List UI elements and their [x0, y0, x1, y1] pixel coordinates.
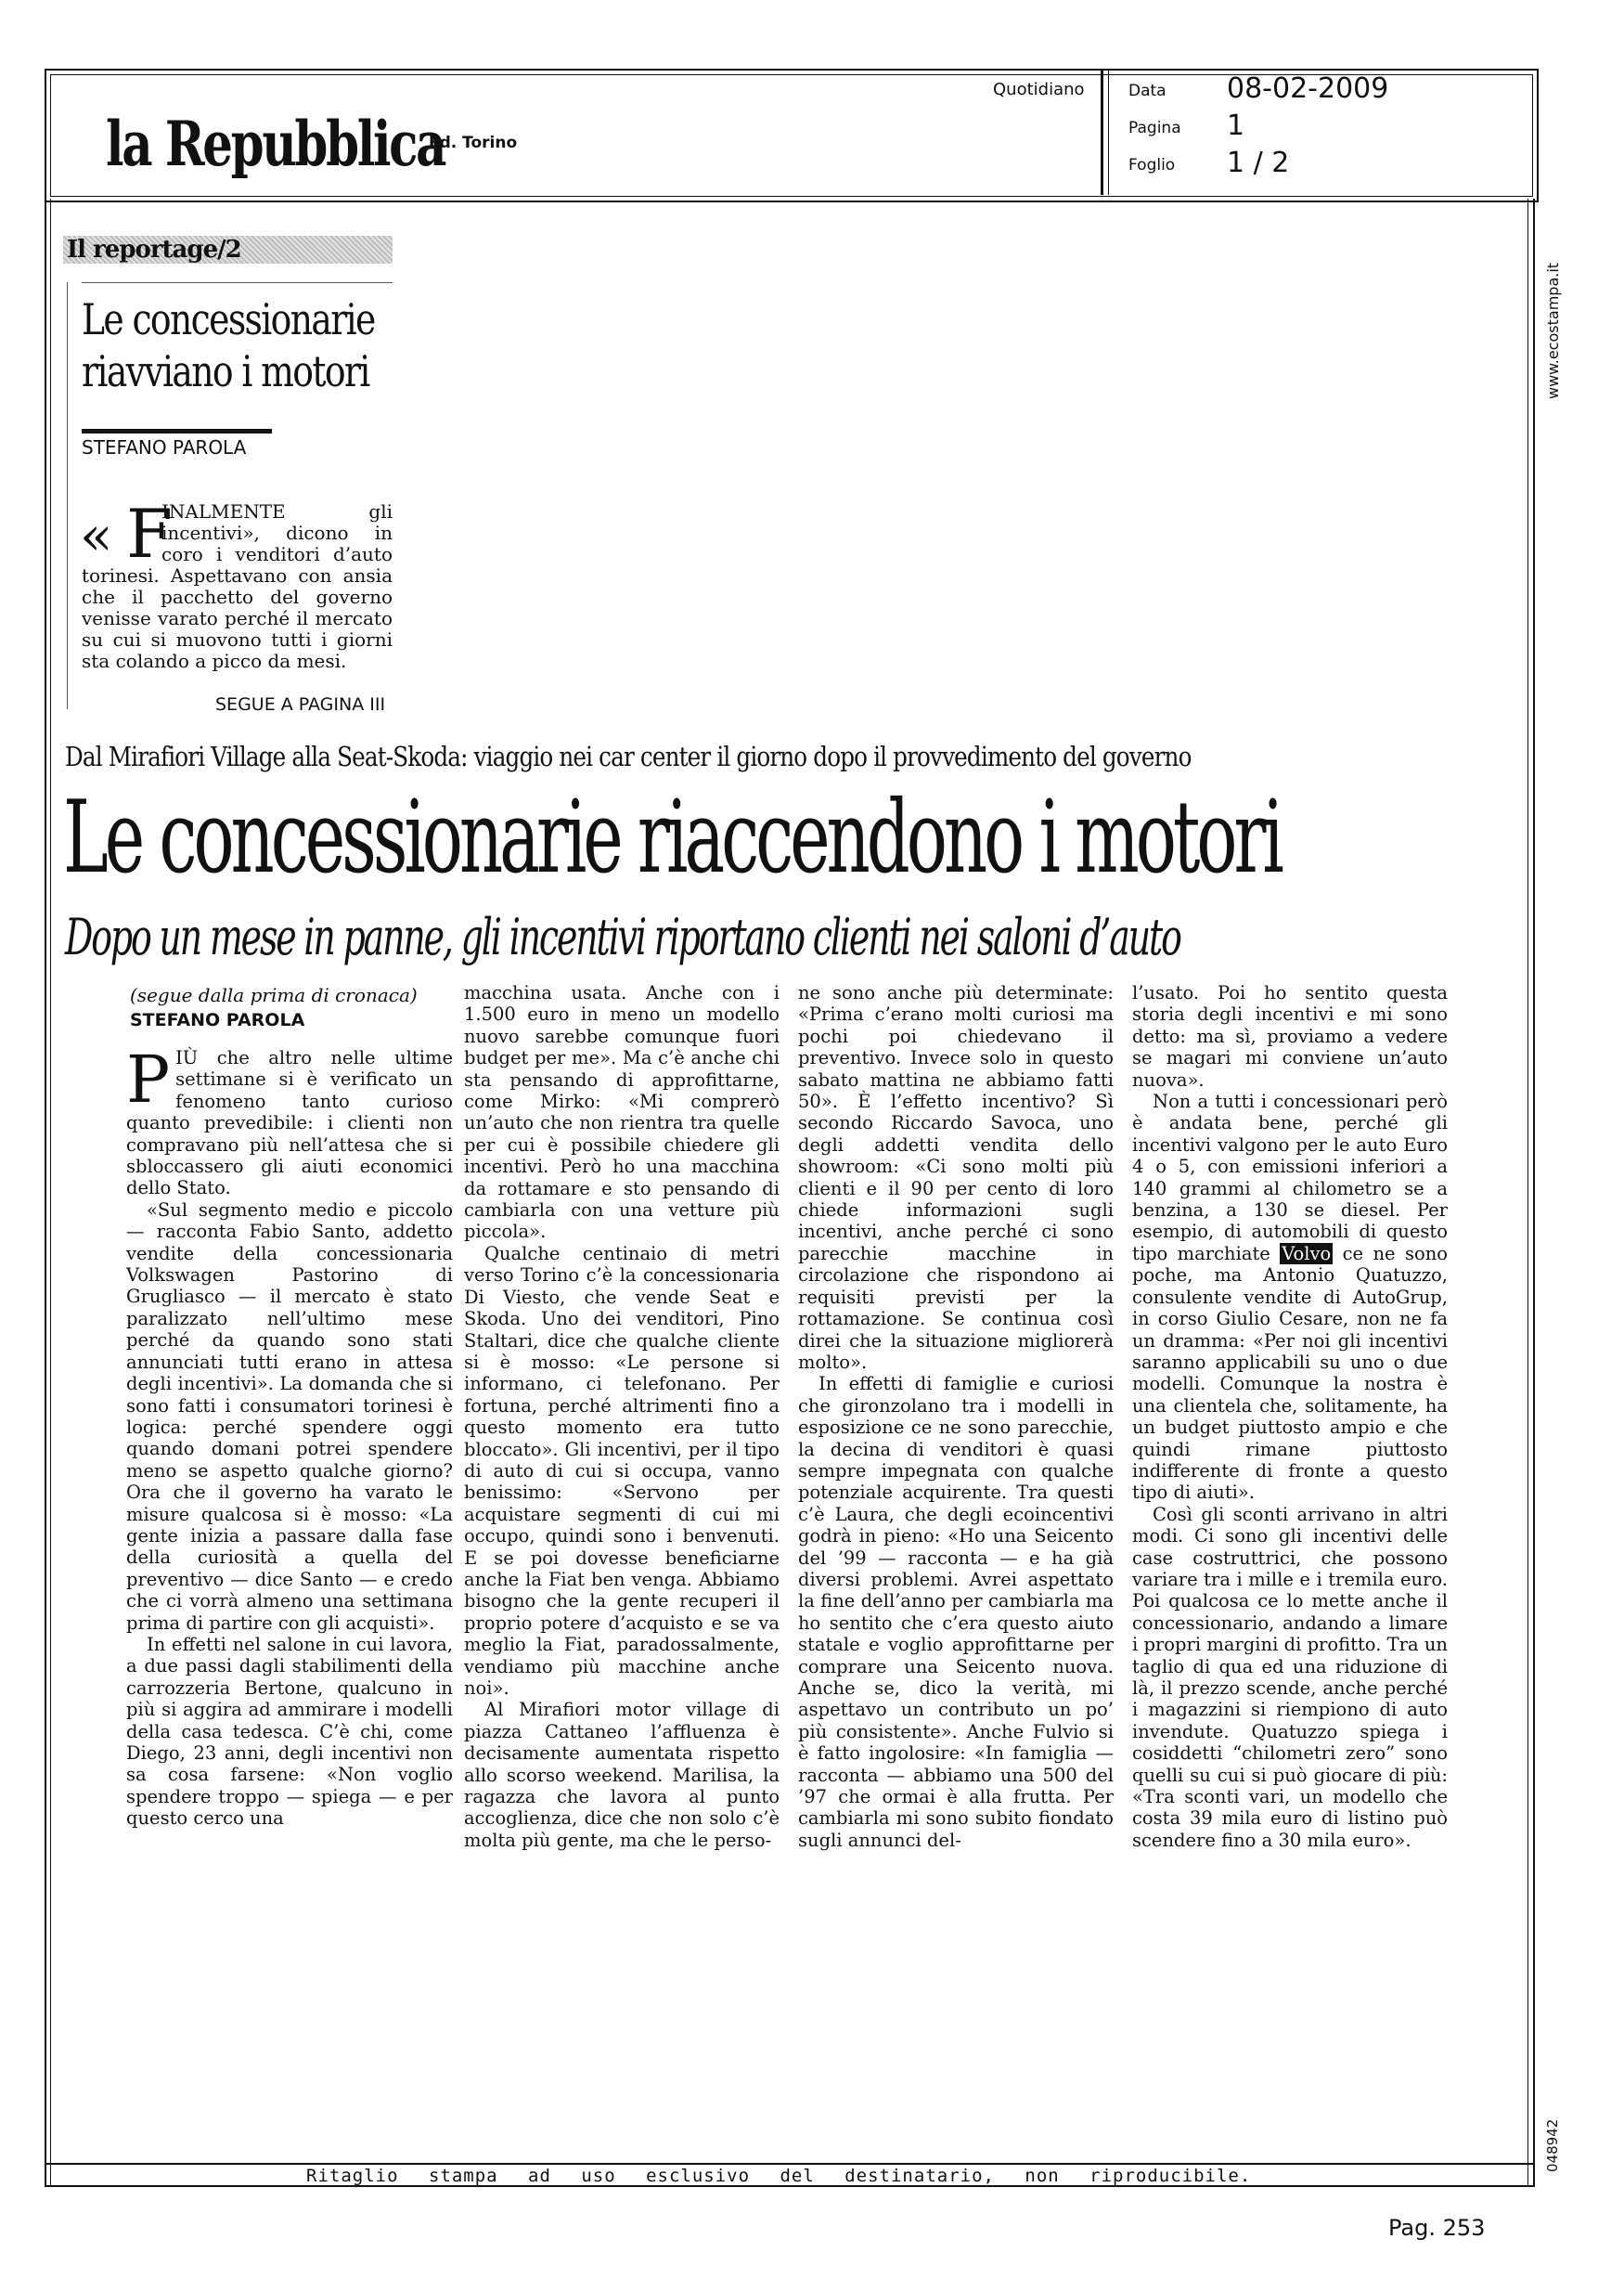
meta-separator — [1101, 71, 1103, 195]
footer-rule — [45, 2163, 1535, 2165]
masthead-logo: la Repubblica — [106, 108, 445, 180]
paragraph: l’usato. Poi ho sentito questa storia degli incentivi e mi sono detto: ma sì, proviamo a vedere se magari mi conviene un’auto nuova». — [1132, 982, 1448, 1091]
side-code-text: 048942 — [1544, 2118, 1561, 2172]
data-value: 08-02-2009 — [1227, 72, 1389, 105]
article-column-1 — [126, 1042, 453, 1830]
reportage-body-text: INALMENTE gli incentivi», dicono in coro i venditori d’auto torinesi. Aspettavano con ansia che il pacchetto del governo venisse varato perché il mercato su cui si muovono tutti i giorni sta colando a picco da mesi. — [82, 500, 393, 672]
paragraph: In effetti nel salone in cui lavora, a due passi dagli stabilimenti della carrozzeria Bertone, qualcuno in più si aggira ad ammirare i modelli della casa tedesca. C’è chi, come Diego, 23 anni, degli incentivi non sa cosa farsene: «Non voglio spendere troppo — spiega — e per questo cerco una — [126, 1633, 453, 1830]
footer-note: Ritaglio stampa ad uso esclusivo del destinatario, non riproducibile. — [306, 2166, 1252, 2186]
frame-line — [1527, 199, 1528, 2185]
reportage-rule-vertical — [67, 282, 68, 709]
article-kicker: Dal Mirafiori Village alla Seat-Skoda: viaggio nei car center il giorno dopo il provvedimento del governo — [65, 741, 1192, 772]
frame-line — [50, 199, 51, 2185]
foglio-label: Foglio — [1128, 156, 1176, 175]
paragraph — [126, 1042, 453, 1199]
reportage-tag — [63, 236, 393, 264]
paragraph-text: Non a tutti i concessionari però è andata bene, perché gli incentivi valgono per le auto Euro 4 o 5, con emissioni inferiori a 140 grammi al chilometro se a benzina, a 130 se diesel. Per esempio, di automobili di questo tipo marchiate — [1132, 1091, 1448, 1264]
article-column-3 — [798, 982, 1114, 1851]
foglio-value: 1 / 2 — [1227, 147, 1290, 179]
reportage-quote-mark: « — [80, 504, 113, 567]
pagina-value: 1 — [1227, 110, 1245, 142]
paragraph: In effetti di famiglie e curiosi che gironzolano tra i modelli in esposizione ce ne sono parecchie, la decina di venditori è quasi sempre impegnata con qualche potenziale acquirente. Tra questi c’è Laura, che degli ecoincentivi godrà in pieno: «Ho una Seicento del ’99 — racconta — e ha già diversi problemi. Avrei aspettato la fine dell’anno per cambiarla ma ho sentito che c’era questo aiuto statale e voglio approfittarne per comprare una Seicento nuova. Anche se, dico la verità, mi aspettavo un contributo un po’ più consistente». Anche Fulvio si è fatto ingolosire: «In famiglia — racconta — abbiamo una 500 del ’97 che ormai è alla frutta. Per cambiarla mi sono subito fiondato sugli annunci del- — [798, 1373, 1114, 1851]
paragraph-text: ce ne sono poche, ma Antonio Quatuzzo, consulente vendite di AutoGrup, in corso Giulio Cesare, non ne fa un dramma: «Per noi gli incentivi saranno applicabili su uno o due modelli. Comunque la nostra è una clientela che, solitamente, ha un budget piuttosto ampio e che quindi rimane piuttosto indifferente di fronte a questo tipo di aiuti». — [1132, 1242, 1448, 1504]
reportage-body — [80, 495, 393, 672]
publication-type: Quotidiano — [993, 80, 1085, 99]
article-dropcap: P — [126, 1042, 171, 1118]
paragraph — [1132, 1091, 1448, 1504]
pagina-label: Pagina — [1128, 119, 1181, 137]
data-label: Data — [1128, 82, 1166, 100]
reportage-author-bar — [82, 429, 272, 434]
meta-separator — [1108, 71, 1109, 195]
article-column-2 — [464, 982, 780, 1851]
edition-label: Ed. Torino — [429, 134, 518, 152]
reportage-title — [82, 293, 401, 397]
paragraph: Al Mirafiori motor village di piazza Cattaneo l’affluenza è decisamente aumentata rispetto allo scorso weekend. Marilisa, la ragazza che lavora al punto accoglienza, dice che non solo c’è molta più gente, ma che le perso- — [464, 1699, 780, 1851]
reportage-rule — [82, 282, 393, 283]
reportage-author: STEFANO PAROLA — [82, 436, 247, 459]
paragraph: «Sul segmento medio e piccolo — racconta Fabio Santo, addetto vendite della concessionaria Volkswagen Pastorino di Grugliasco — il mercato è stato paralizzato nell’ultimo mese perché da quando sono stati annunciati tutti erano in attesa degli incentivi». La domanda che si sono fatti i consumatori torinesi è logica: perché spendere oggi quando domani potrei spendere meno se aspetto qualche giorno? Ora che il governo ha varato le misure qualcosa si è mosso: «La gente inizia a passare dalla fase della curiosità a quella del preventivo — dice Santo — e credo che ci vorrà almeno una settimana prima di partire con gli acquisti». — [126, 1198, 453, 1634]
article-headline: Le concessionarie riaccendono i motori — [63, 780, 1281, 896]
reportage-title-line: riavviano i motori — [82, 346, 369, 396]
reportage-dropcap: F — [126, 495, 173, 573]
side-url-text: www.ecostampa.it — [1544, 262, 1562, 399]
paragraph: Così gli sconti arrivano in altri modi. Ci sono gli incentivi delle case costruttrici, che possono variare tra i mille e i tremila euro. Poi qualcosa ce lo mette anche il concessionario, andando a limare i propri margini di profitto. Tra un taglio di qua ed una riduzione di là, il prezzo scende, anche perché i magazzini si riempiono di auto invendute. Quatuzzo spiega i cosiddetti “chilometri zero” sono quelli su cui si può giocare di più: «Tra sconti vari, un modello che costa 39 mila euro di listino può scendere fino a 30 mila euro». — [1132, 1503, 1448, 1851]
paragraph: ne sono anche più determinate: «Prima c’erano molti curiosi ma pochi poi chiedevano il preventivo. Invece solo in questo sabato mattina ne abbiamo fatti 50». È l’effetto incentivo? Sì secondo Riccardo Savoca, uno degli addetti vendita dello showroom: «Ci sono molti più clienti e il 90 per cento di loro chiede informazioni sugli incentivi, anche perché ci sono parecchie macchine in circolazione che rispondono ai requisiti previsti per la rottamazione. Se continua così direi che la situazione migliorerà molto». — [798, 982, 1114, 1373]
paragraph: macchina usata. Anche con i 1.500 euro in meno un modello nuovo sarebbe comunque fuori budget per me». Ma c’è anche chi sta pensando di approfittarne, come Mirko: «Mi comprerò un’auto che non rientra tra quelle per cui è possibile chiedere gli incentivi. Però ho una macchina da rottamare e sto pensando di cambiarla con una vetture più piccola». — [464, 982, 780, 1243]
paragraph: Qualche centinaio di metri verso Torino c’è la concessionaria Di Viesto, che vende Seat e Skoda. Uno dei venditori, Pino Staltari, dice che qualche cliente si è mosso: «Le persone si informano, ci telefonano. Per fortuna, perché altrimenti fino a questo momento era tutto bloccato». Gli incentivi, per il tipo di auto di cui si occupa, vanno benissimo: «Servono per acquistare segmenti di cui mi occupo, quindi sono i benvenuti. E se poi dovesse beneficiarne anche la Fiat ben venga. Abbiamo bisogno che la gente recuperi il proprio potere d’acquisto e se va meglio la Fiat, paradossalmente, vendiamo più macchine anche noi». — [464, 1242, 780, 1699]
article-subhead: Dopo un mese in panne, gli incentivi riportano clienti nei saloni d’auto — [65, 908, 1180, 966]
article-column-4 — [1132, 982, 1448, 1851]
header-frame — [45, 69, 1539, 202]
frame-line — [1533, 199, 1535, 2185]
article-continued-from: (segue dalla prima di cronaca) — [130, 984, 418, 1006]
page-number: Pag. 253 — [1388, 2215, 1486, 2241]
paragraph-text: IÙ che altro nelle ultime settimane si è verificato un fenomeno tanto curioso quanto prevedibile: i clienti non compravano più nell’attesa che si sbloccassero gli aiuti economici dello Stato. — [126, 1047, 453, 1199]
reportage-title-line: Le concessionarie — [82, 294, 375, 344]
highlighted-brand: Volvo — [1282, 1242, 1332, 1264]
side-code — [1544, 2107, 1563, 2181]
article-author: STEFANO PAROLA — [130, 1010, 305, 1030]
reportage-tag-text: Il reportage/2 — [67, 236, 241, 264]
frame-line — [45, 199, 46, 2185]
reportage-continue[interactable]: SEGUE A PAGINA III — [215, 694, 386, 715]
side-url — [1544, 214, 1563, 399]
